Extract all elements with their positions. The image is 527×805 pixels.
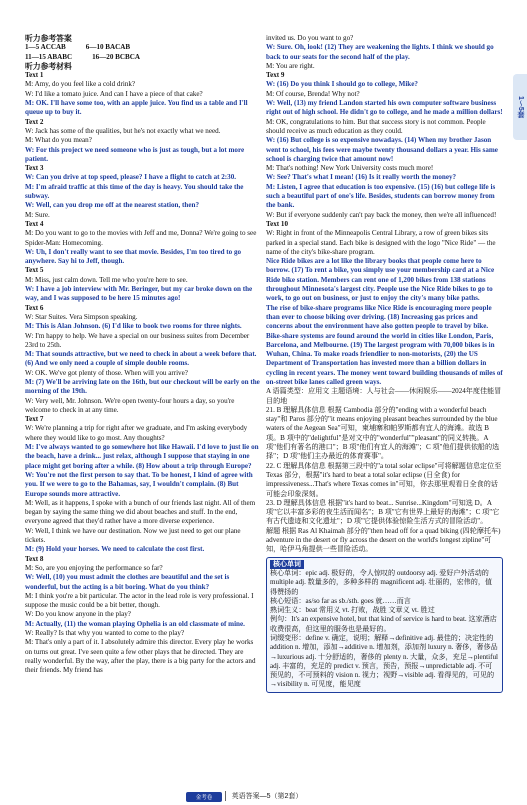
- left-line: M: So, are you enjoying the performance so far?: [25, 563, 163, 572]
- left-line: M: I'm afraid traffic at this time of the day is heavy. You should take the subway.: [25, 182, 244, 201]
- keyword-line: 例句：It's an expensive hotel, but that kind of service is hard to beat. 这家酒店收费很高，但这里的服务也是最好的。: [270, 615, 497, 633]
- left-line: Text 8: [25, 554, 44, 563]
- page-footer: [0, 787, 527, 805]
- left-line: M: (7) We'll be arriving late on the 16th, but our checkout will be early on the morning of the 19th.: [25, 377, 260, 396]
- left-line: W: We're planning a trip for right after we graduate, and I'm asking everybody where they would like to go most. Any thoughts?: [25, 424, 248, 442]
- left-line: M: What do you mean?: [25, 136, 92, 145]
- left-line: W: Uh, I don't really want to see that movie. Besides, I'm too tired to go anywhere. Say hi to Jeff, though.: [25, 247, 242, 266]
- right-line: M: That's nothing! New York University costs much more!: [266, 164, 434, 173]
- left-line: Text 6: [25, 303, 44, 312]
- keyword-line: 熟词生义：beat 常用义 vt. 打败，战胜 文章义 vt. 胜过: [270, 606, 435, 615]
- keyword-line: 词缀变形：define v. 确定，说明；解释→definitive adj. 最佳的；决定性的 addition n. 增加，添加→additive n. 增加剂，添加剂 luxury n. 奢侈，奢侈品→luxurious adj. 十分舒适的，奢侈的 plenty n. 大量，众多，充足→plentiful adj. 丰富的，充足的 predict v. 预言，预告，预报→unpredictable adj. 不可预见的，不可预料的 vision n. 视力；视野→visible adj. 看得见的，可见的→visibility n. 可见度，能见度: [270, 634, 498, 689]
- left-line: Text 7: [25, 415, 44, 424]
- left-line: W: I'd like a tomato juice. And can I have a piece of that cake?: [25, 89, 203, 98]
- right-line: W: Sure. Oh, look! (12) They are weakening the lights. I think we should go back to our seats for the second half of the play.: [266, 43, 494, 61]
- right-line: W: (16) Do you think I should go to college, Mike?: [266, 80, 418, 89]
- keyword-line: 核心单词：epic adj. 极好的，令人惊叹的 outdoorsy adj. 爱好户外活动的 multiple adj. 数量多的，多种多样的 magnificent adj. 壮丽的，宏伟的，值得赞扬的: [270, 568, 493, 596]
- keyword-line: 核心短语：as/so far as sb./sth. goes 就……而言: [270, 596, 411, 605]
- answers-title: 听力参考答案: [25, 34, 72, 43]
- left-column: [25, 34, 261, 675]
- footer-page-label: 英语答案—5（第2套）: [225, 791, 303, 801]
- left-line: M: Amy, do you feel like a cold drink?: [25, 80, 136, 89]
- left-line: W: Jack has some of the qualities, but he's not exactly what we need.: [25, 126, 221, 135]
- right-line: W: But if everyone suddenly can't pay back the money, then we're all influenced!: [266, 210, 497, 219]
- right-line: 22. C 理解具体信息 根据第三段中的"a total solar eclipse"可将解题信息定位至 Texas 部分，根据"it's hard to beat a total solar eclipse (日全食) for impressiveness...That's where Texas comes in"可知，你去那里观看日全食的话可能会印象深刻。: [266, 461, 502, 498]
- left-line: W: Really? Is that why you wanted to come to the play?: [25, 629, 185, 637]
- left-line: Text 5: [25, 266, 44, 275]
- right-transcript: [266, 34, 503, 555]
- left-line: M: OK. I'll have some too, with an apple juice. You find us a table and I'll queue up to buy it.: [25, 99, 248, 117]
- left-line: W: Can you drive at top speed, please? I have a flight to catch at 2:30.: [25, 173, 237, 182]
- left-line: M: That sounds attractive, but we need to check in about a week before that. (6) And we only need a couple of simple double rooms.: [25, 350, 257, 368]
- answer-range-11-15: 11—15 ABABC: [25, 52, 73, 61]
- right-line: 21. B 理解具体信息 根据 Cambodia 部分的"ending with a wonderful beach stay"和 Paros 部分的"it means enjoying pleasant beaches surrounded by the blue waters of the Aegean Sea"可知，柬埔寨和帕罗斯都有宜人的海滩。故选 B 项。B 项中的"delightful"是对文中的"wonderful""pleasant"的同义转换。A 项"他们有著名的港口"；B 项"他们有宜人的海滩"；C 项"他们提供依船的选择"；D 项"他们主办最近的体育赛事"。: [266, 405, 500, 461]
- right-line: M: Listen, I agree that education is too expensive. (15) (16) but college life is such a beautiful part of one's life. Besides, students can borrow money from the bank.: [266, 182, 496, 210]
- left-line: W: I have a job interview with Mr. Beringer, but my car broke down on the way, and I was supposed to be here 15 minutes ago!: [25, 285, 253, 303]
- right-line: M: OK, congratulations to him. But that success story is not common. People should receive as much education as they could.: [266, 117, 486, 135]
- right-line: 解题 根据 Ras Al Khaimah 部分的"then head off for a quad biking (四轮摩托车) adventure in the desert or fly across the desert on the world's longest zipline"可知，哈伊马角提供一些冒险活动。: [266, 526, 501, 554]
- answer-range-1-5: 1—5 ACCAB: [25, 43, 66, 52]
- right-line: W: (16) But college is so expensive nowadays. (14) When my brother Jason went to school, his fees were maybe twenty thousand dollars a year. His same school is charging twice that amount now!: [266, 136, 498, 163]
- right-line: M: You are right.: [266, 61, 315, 70]
- right-line: 23. D 理解具体信息 根据"it's hard to beat... Sunrise...Kingdom"可知选 D。A 项"它以丰富多彩的夜生活而闻名"；B 项"它有世界上最好的海滩"；C 项"它有古代遗迹和文化遗址"；D 项"它提供体验惊险生活方式的冒险活动"。: [266, 498, 500, 526]
- right-line: W: Right in front of the Minneapolis Central Library, a row of green bikes sits parked in a special stand. Each bike is designed with the logo "Nice Ride" — the name of the city's bike-share program.: [266, 229, 496, 256]
- left-line: M: I've always wanted to go somewhere hot like Hawaii. I'd love to just lie on the beach, have a drink... just relax, although I suppose that staying in one place might get boring after a while. (8) How about a trip through Europe?: [25, 443, 259, 470]
- left-line: W: I'm happy to help. We have a special on our business suites from December 23rd to 25th.: [25, 331, 250, 349]
- left-line: W: You're not the first person to say that. To be honest, I kind of agree with you. If we were to go to the Bahamas, say, I wouldn't complain. (8) But Europe sounds more attractive.: [25, 470, 253, 498]
- answer-range-6-10: 6—10 BACAB: [85, 43, 131, 52]
- left-line: Text 4: [25, 219, 44, 228]
- right-line: M: Of course, Brenda! Why not?: [266, 89, 360, 98]
- left-line: W: Do you know anyone in the play?: [25, 610, 131, 619]
- right-line: W: See? That's what I mean! (16) Is it really worth the money?: [266, 173, 457, 182]
- left-line: M: Well, as it happens, I spoke with a bunch of our friends last night. All of them began by saying the same thing we did about beaches and stuff. In the end, everyone agreed that they'd rather have a more diverse experience.: [25, 498, 256, 526]
- left-line: M: (9) Hold your horses. We need to calculate the cost first.: [25, 545, 205, 554]
- right-column: [266, 34, 503, 693]
- left-line: M: Sure.: [25, 210, 50, 219]
- right-line: W: Well, (13) my friend Landon started his own computer software business right out of high school. He didn't go to college, and he made a million dollars!: [266, 99, 503, 117]
- left-transcript: [25, 71, 261, 675]
- left-line: M: This is Alan Johnson. (6) I'd like to book two rooms for three nights.: [25, 322, 242, 331]
- left-line: Text 3: [25, 164, 44, 173]
- left-line: M: Miss, just calm down. Tell me who you're here to see.: [25, 275, 188, 284]
- answer-range-16-20: 16—20 BCBCA: [92, 52, 140, 61]
- right-line: Text 10: [266, 219, 289, 228]
- keyword-lines: [270, 569, 499, 690]
- keyword-box: [266, 557, 503, 693]
- answer-row-2: [25, 53, 261, 62]
- right-line: Nice Ride bikes are a lot like the library books that people come here to borrow. (17) To rent a bike, you simply use your membership card at a Nice Ride bike station. Members can rent one of 1,200 bikes from 138 stations throughout Minnesota's largest city. People use the Nice Ride bikes to go to work, to go out on business, or just to enjoy the city's many bike paths.: [266, 257, 495, 303]
- left-line: M: I think you're a bit particular. The actor in the lead role is very professional. I suppose the music could be a bit better, though.: [25, 591, 254, 610]
- side-tab-label: 1～5套: [517, 96, 524, 118]
- left-line: W: Very well, Mr. Johnson. We're open twenty-four hours a day, so you're welcome to check in at any time.: [25, 396, 235, 414]
- right-line: A 语篇类型：应用文 主题语境：人与社会——休闲娱乐——2024年度佳能冒目的地: [266, 387, 502, 405]
- publisher-logo: 金考卷: [186, 792, 222, 802]
- left-line: W: Well, I think we have our destination. Now we just need to get our plane tickets.: [25, 526, 241, 545]
- unit-side-tab: [513, 74, 527, 140]
- right-line: invited us. Do you want to go?: [266, 34, 354, 42]
- left-line: W: Well, (10) you must admit the clothes are beautiful and the set is wonderful, but the acting is a bit boring. What do you think?: [25, 573, 230, 591]
- right-line: The rise of bike-share programs like Nice Ride is encouraging more people than ever to choose biking over driving. (18) Increasing gas prices and concerns about the environment have also gotten people to travel by bike. Bike-share systems are found around the world in cities like London, Paris, Barcelona, and Melbourne. (19) The largest program with 70,000 bikes is in Wuhan, China. To make roads friendlier to non-motorists, (20) the US Department of Transportation has invested more than a billion dollars in cycling in recent years. The money went toward building thousands of miles of on-street bike lanes called green ways.: [266, 303, 503, 386]
- left-line: W: Well, can you drop me off at the nearest station, then?: [25, 201, 199, 210]
- transcript-title: 听力参考材料: [25, 61, 72, 71]
- right-line: Text 9: [266, 71, 285, 80]
- left-line: Text 2: [25, 117, 44, 126]
- left-line: Text 1: [25, 71, 44, 80]
- left-line: M: Do you want to go to the movies with Jeff and me, Donna? We're going to see Spider-Man: Homecoming.: [25, 229, 257, 247]
- left-line: W: OK. We've got plenty of those. When will you arrive?: [25, 368, 188, 377]
- left-line: M: That's only a part of it. I absolutely admire this director. Every play he works on turns out great. I've seen quite a few other plays that he directed. They are really wonderful. By the way, after the play, there is a big party for the actors and their friends. My friend has: [25, 638, 256, 675]
- left-line: W: For this project we need someone who is just as tough, but a lot more patient.: [25, 145, 245, 163]
- keyword-box-title: 核心单词: [270, 560, 304, 569]
- left-line: M: Actually, (11) the woman playing Ophelia is an old classmate of mine.: [25, 619, 245, 628]
- left-line: W: Star Suites. Vera Simpson speaking.: [25, 312, 138, 321]
- answer-row-1: [25, 43, 261, 52]
